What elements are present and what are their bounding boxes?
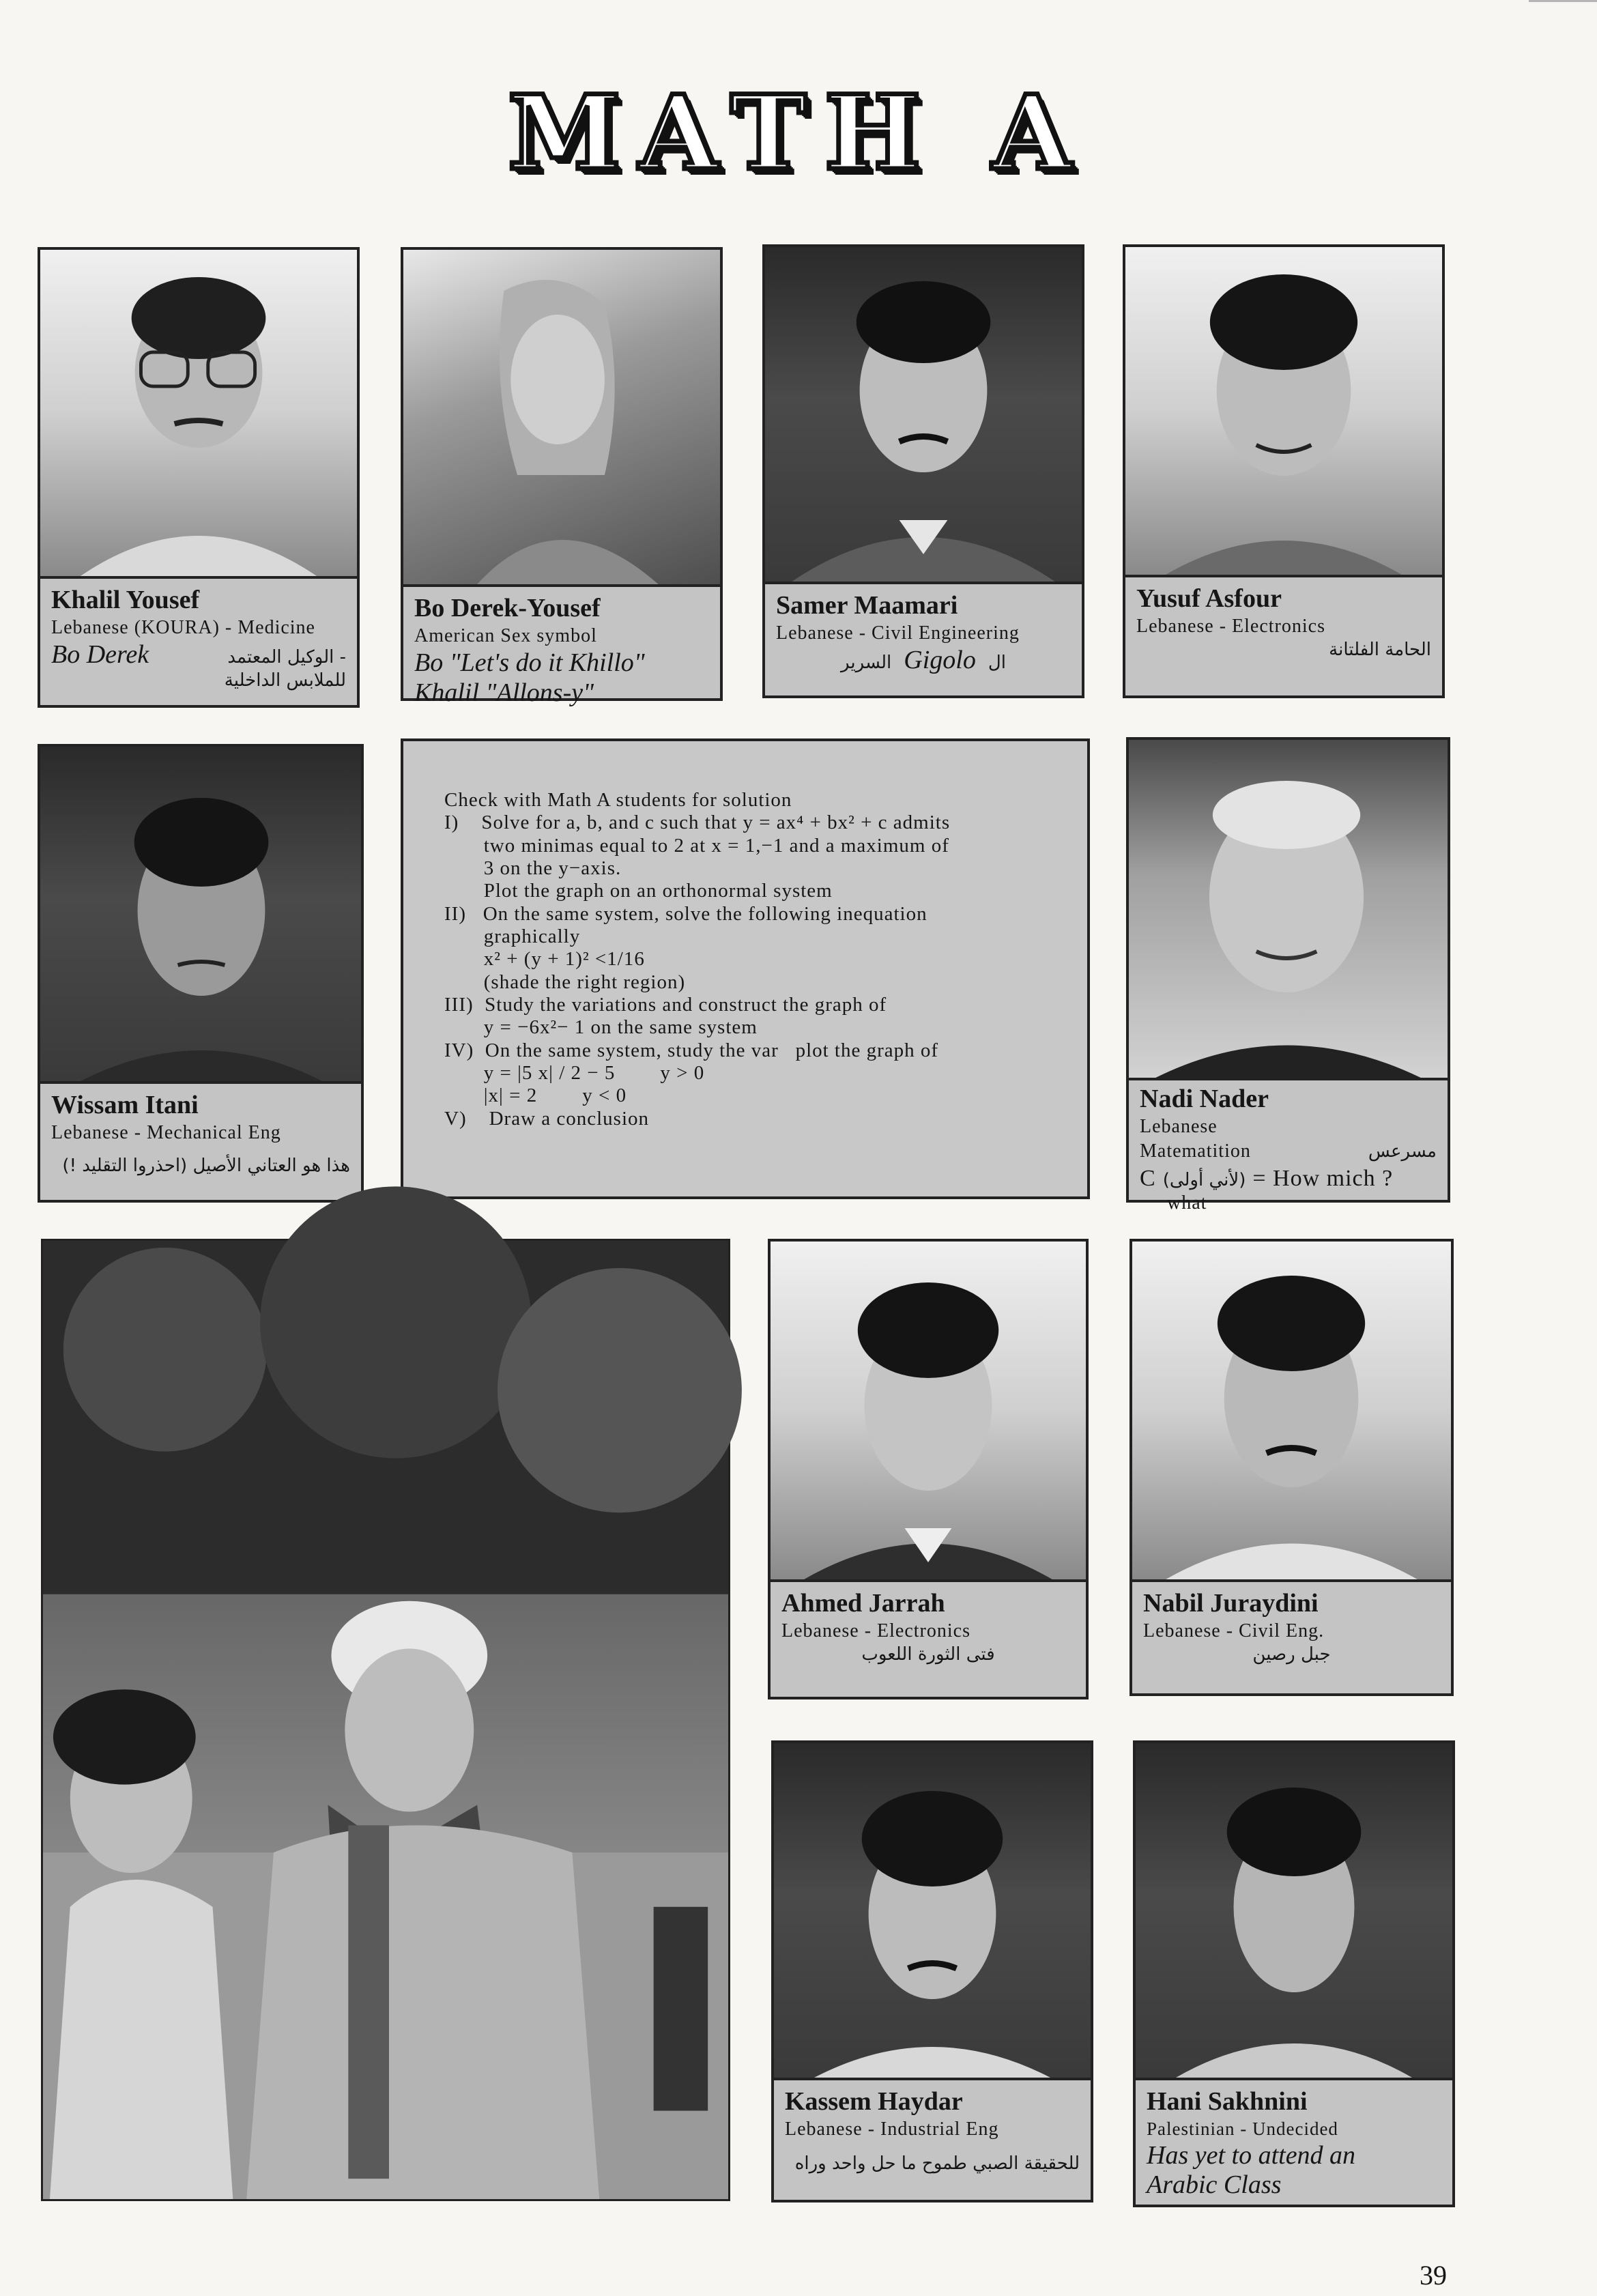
problem-line: two minimas equal to 2 at x = 1,−1 and a maximum of xyxy=(444,834,949,857)
arabic-caption: - الوكيل المعتمد للملابس الداخلية xyxy=(224,647,346,691)
problem-line: |x| = 2 y < 0 xyxy=(444,1085,627,1107)
portrait-photo xyxy=(1136,1743,1452,2078)
caption xyxy=(1129,1078,1448,1214)
portrait-photo xyxy=(774,1743,1091,2078)
portrait-photo xyxy=(40,747,361,1081)
nationality: Lebanese xyxy=(1140,1115,1218,1137)
problem-line: IV) On the same system, study the var plot the graph of xyxy=(444,1039,939,1061)
card-ahmed-jarrah xyxy=(768,1239,1089,1699)
name: Nadi Nader xyxy=(1140,1085,1269,1113)
name: Nabil Juraydini xyxy=(1143,1589,1319,1618)
math-problem-box xyxy=(401,738,1090,1199)
caption xyxy=(1132,1579,1451,1693)
caption xyxy=(1136,2078,1452,2205)
nationality-major: Lebanese - Mechanical Eng xyxy=(51,1121,281,1143)
problem-line: x² + (y + 1)² <1/16 xyxy=(444,948,645,971)
problem-line: Plot the graph on an orthonormal system xyxy=(444,880,833,902)
nationality-major: Palestinian - Undecided xyxy=(1147,2118,1338,2139)
card-bo-derek-yousef xyxy=(401,247,723,707)
portrait-photo xyxy=(771,1242,1086,1579)
arabic-caption-2: ال xyxy=(988,652,1006,674)
quote-1: Bo "Let's do it Khillo" xyxy=(414,648,645,678)
caption xyxy=(771,1579,1086,1697)
arabic-caption: جبل رصين xyxy=(1252,1644,1331,1665)
card-nabil-juraydini xyxy=(1130,1239,1454,1696)
nationality-major: Lebanese - Electronics xyxy=(1136,615,1325,637)
name: Wissam Itani xyxy=(51,1091,199,1119)
caption xyxy=(403,584,720,707)
card-kassem-haydar xyxy=(771,1740,1093,2202)
name: Kassem Haydar xyxy=(785,2087,963,2116)
name: Ahmed Jarrah xyxy=(781,1589,945,1618)
caption xyxy=(1125,575,1442,695)
nickname: Gigolo xyxy=(904,646,976,675)
page-title: MATH A xyxy=(507,73,1090,193)
portrait-photo xyxy=(1132,1242,1451,1579)
problem-line: graphically xyxy=(444,925,581,948)
problem-line: 3 on the y−axis. xyxy=(444,857,622,880)
arabic-caption: الحامة الفلتانة xyxy=(1329,640,1431,661)
portrait-photo xyxy=(40,250,357,576)
name: Khalil Yousef xyxy=(51,586,200,614)
name: Bo Derek-Yousef xyxy=(414,594,601,622)
formula-rest: = How mich ? xyxy=(1252,1166,1394,1192)
card-khalil-yousef xyxy=(38,247,360,708)
nationality-major: American Sex symbol xyxy=(414,625,597,646)
problem-line: Check with Math A students for solution xyxy=(444,789,792,811)
arabic-caption-1: مسرعس xyxy=(1368,1141,1437,1162)
nationality-major: Lebanese - Civil Engineering xyxy=(776,622,1020,644)
name: Samer Maamari xyxy=(776,591,958,620)
page-number: 39 xyxy=(1420,2260,1447,2291)
formula-c: C xyxy=(1140,1166,1156,1192)
group-photo xyxy=(41,1239,730,2201)
arabic-caption-1: السرير xyxy=(841,652,892,674)
card-nadi-nader xyxy=(1126,737,1450,1214)
arabic-caption-2: (لأني أولى) xyxy=(1162,1170,1246,1191)
subject: Matematition xyxy=(1140,1140,1251,1162)
problem-line: III) Study the variations and construct the graph of xyxy=(444,994,887,1016)
caption xyxy=(774,2078,1091,2200)
nationality-major: Lebanese - Industrial Eng xyxy=(785,2118,999,2140)
caption xyxy=(40,1081,361,1200)
card-wissam-itani xyxy=(38,744,364,1203)
problem-line: V) Draw a conclusion xyxy=(444,1107,650,1130)
formula-what: what xyxy=(1167,1192,1207,1214)
problem-line: y = |5 x| / 2 − 5 y > 0 xyxy=(444,1062,705,1085)
caption xyxy=(40,576,357,705)
card-hani-sakhnini xyxy=(1133,1740,1455,2207)
arabic-caption: للحقيقة الصبي طموح ما حل واحد وراه xyxy=(794,2153,1080,2175)
problem-line: II) On the same system, solve the following inequation xyxy=(444,902,927,925)
caption xyxy=(765,582,1082,695)
card-yusuf-asfour xyxy=(1123,244,1445,698)
name: Yusuf Asfour xyxy=(1136,584,1282,613)
nationality-major: Lebanese - Electronics xyxy=(781,1620,970,1641)
quote-2: Khalil "Allons-y" xyxy=(414,678,594,707)
top-right-rule xyxy=(1529,0,1597,2)
arabic-caption: فتى الثورة اللعوب xyxy=(861,1644,995,1665)
arabic-caption: هذا هو العتاني الأصيل (احذروا التقليد !) xyxy=(62,1156,350,1177)
portrait-photo xyxy=(403,250,720,584)
nationality-major: Lebanese (KOURA) - Medicine xyxy=(51,616,315,638)
portrait-photo xyxy=(1125,247,1442,575)
problem-line: I) Solve for a, b, and c such that y = ax⁴ + bx² + c admits xyxy=(444,812,951,834)
name: Hani Sakhnini xyxy=(1147,2087,1308,2116)
problem-line: (shade the right region) xyxy=(444,971,686,993)
card-samer-maamari xyxy=(762,244,1084,698)
portrait-photo xyxy=(1129,740,1448,1078)
remark-2: Arabic Class xyxy=(1147,2170,1282,2200)
nickname: Bo Derek xyxy=(51,640,149,670)
problem-line: y = −6x²− 1 on the same system xyxy=(444,1016,758,1039)
remark-1: Has yet to attend an xyxy=(1147,2140,1356,2170)
nationality-major: Lebanese - Civil Eng. xyxy=(1143,1620,1325,1641)
portrait-photo xyxy=(765,247,1082,582)
